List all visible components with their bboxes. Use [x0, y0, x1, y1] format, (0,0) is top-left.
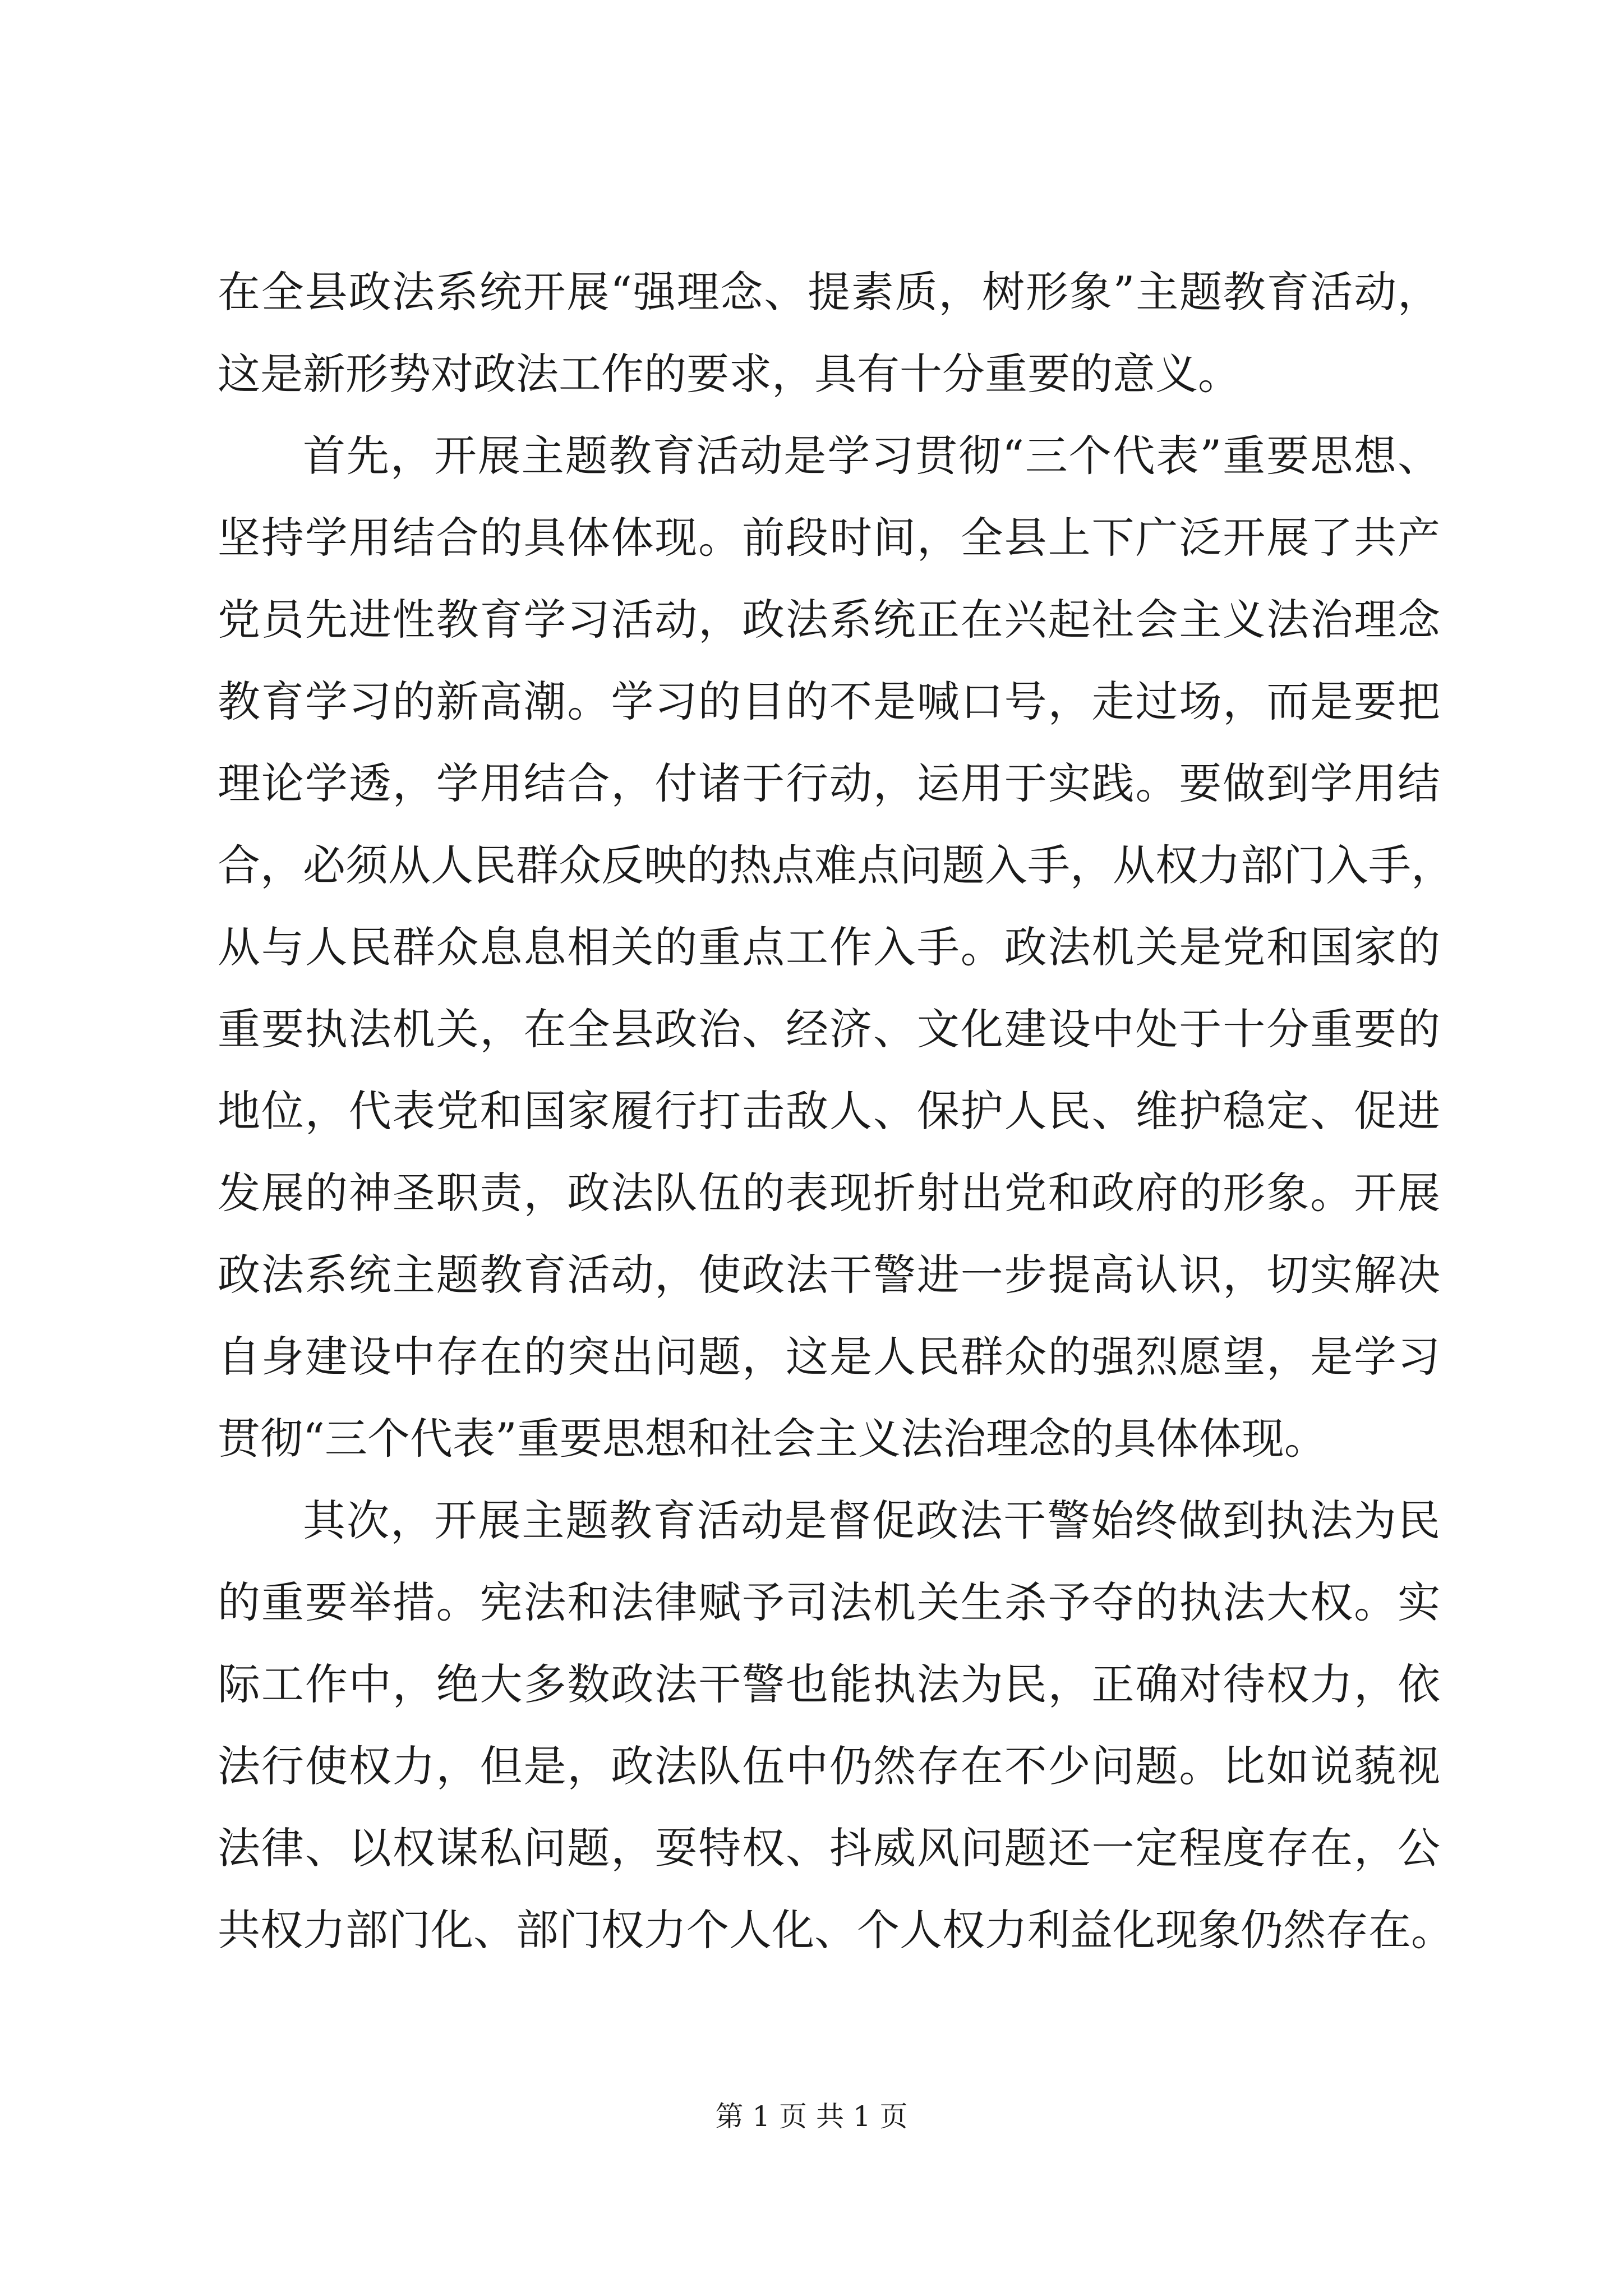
text-line: 法律、以权谋私问题，耍特权、抖威风问题还一定程度存在，公 [218, 1823, 1440, 1873]
text-line: 合，必须从人民群众反映的热点难点问题入手，从权力部门入手， [218, 840, 1454, 890]
paragraph-3 [218, 1480, 1454, 1971]
text-line: 自身建设中存在的突出问题，这是人民群众的强烈愿望，是学习 [218, 1332, 1440, 1382]
text-line: 共权力部门化、部门权力个人化、个人权力利益化现象仍然存在。 [218, 1905, 1454, 1955]
text-line: 的重要举措。宪法和法律赋予司法机关生杀予夺的执法大权。实 [218, 1577, 1440, 1627]
text-line: 重要执法机关，在全县政治、经济、文化建设中处于十分重要的 [218, 1004, 1440, 1054]
text-line: 贯彻“三个代表”重要思想和社会主义法治理念的具体体现。 [218, 1414, 1327, 1464]
text-line: 坚持学用结合的具体体现。前段时间，全县上下广泛开展了共产 [218, 513, 1440, 563]
text-line: 发展的神圣职责，政法队伍的表现折射出党和政府的形象。开展 [218, 1168, 1440, 1218]
text-line: 政法系统主题教育活动，使政法干警进一步提高认识，切实解决 [218, 1250, 1440, 1300]
text-line: 教育学习的新高潮。学习的目的不是喊口号，走过场，而是要把 [218, 677, 1440, 726]
text-line: 这是新形势对政法工作的要求，具有十分重要的意义。 [218, 349, 1241, 399]
page-footer [0, 2097, 1623, 2136]
text-line: 法行使权力，但是，政法队伍中仍然存在不少问题。比如说藐视 [218, 1741, 1440, 1791]
paragraph-2 [218, 415, 1454, 1480]
page-number-label: 第 1 页 共 1 页 [715, 2100, 908, 2133]
text-line: 首先，开展主题教育活动是学习贯彻“三个代表”重要思想、 [303, 431, 1440, 481]
document-body [218, 251, 1454, 1971]
text-line: 际工作中，绝大多数政法干警也能执法为民，正确对待权力，依 [218, 1659, 1440, 1709]
paragraph-1 [218, 251, 1440, 415]
text-line: 党员先进性教育学习活动，政法系统正在兴起社会主义法治理念 [218, 595, 1440, 645]
text-line: 其次，开展主题教育活动是督促政法干警始终做到执法为民 [303, 1496, 1440, 1545]
text-line: 理论学透，学用结合，付诸于行动，运用于实践。要做到学用结 [218, 758, 1440, 808]
text-line: 在全县政法系统开展“强理念、提素质，树形象”主题教育活动， [218, 267, 1440, 317]
text-line: 地位，代表党和国家履行打击敌人、保护人民、维护稳定、促进 [218, 1086, 1440, 1136]
text-line: 从与人民群众息息相关的重点工作入手。政法机关是党和国家的 [218, 922, 1440, 972]
